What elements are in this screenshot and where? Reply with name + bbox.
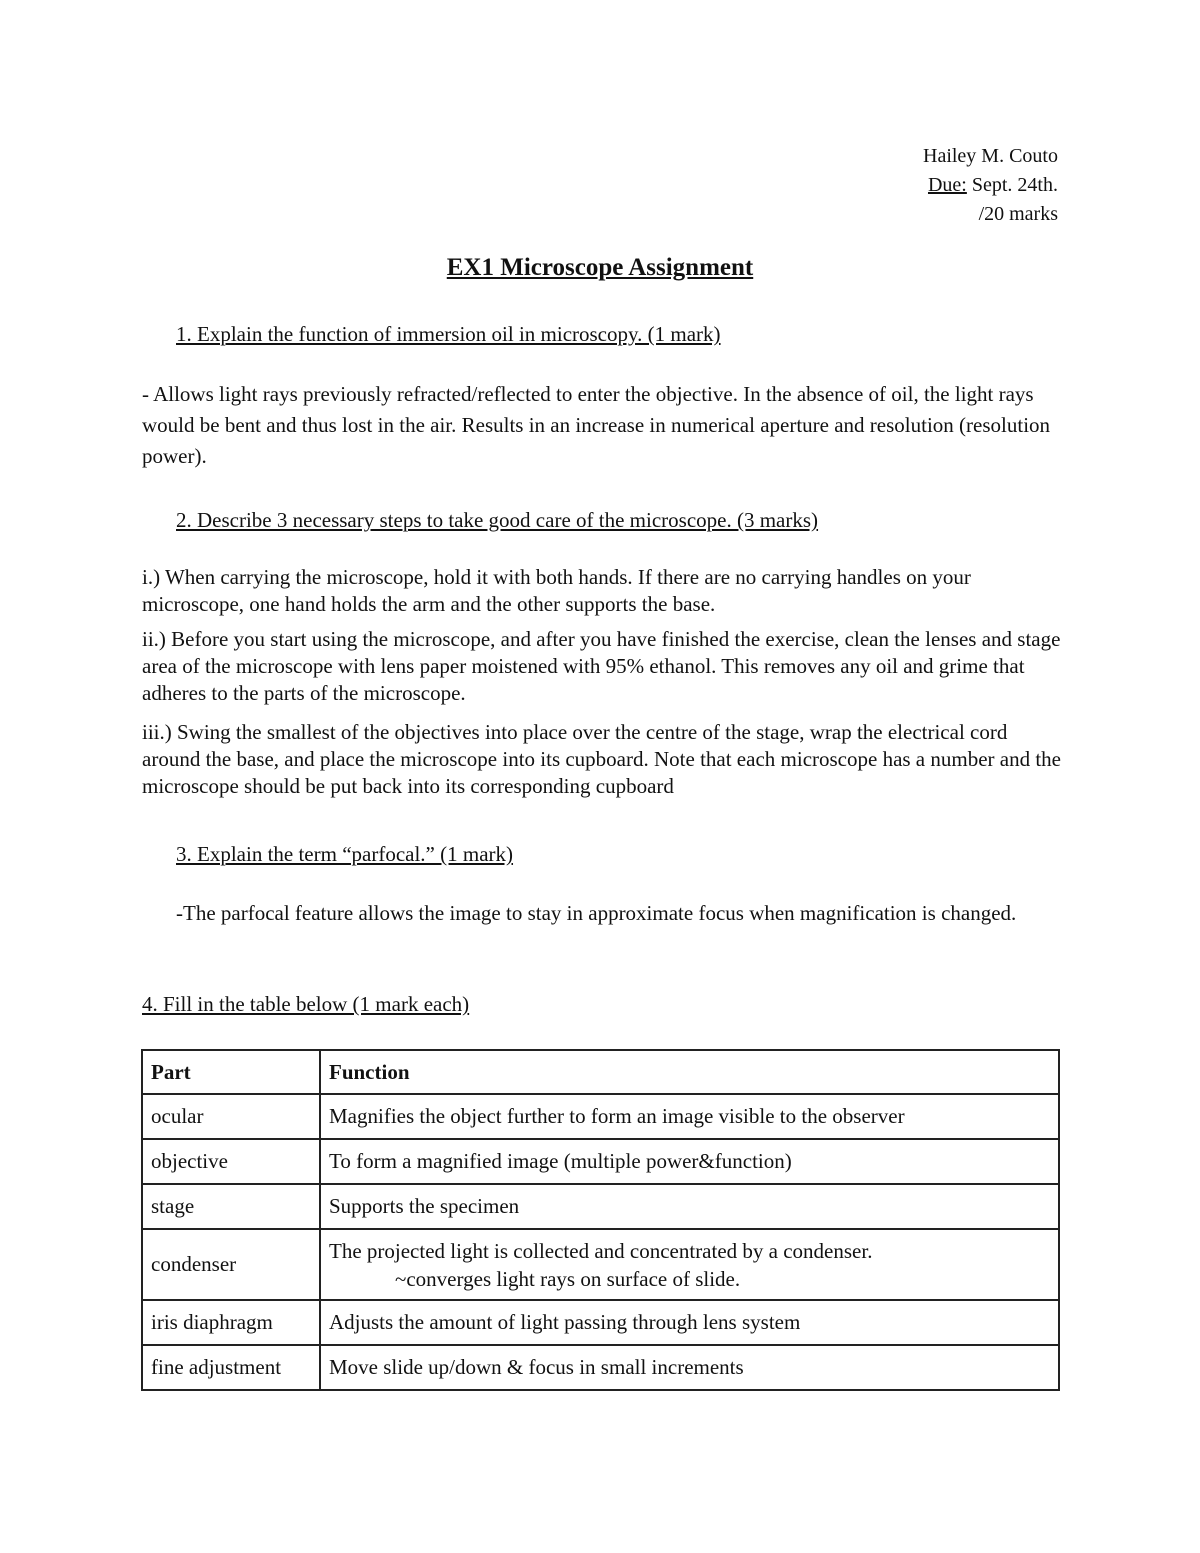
table-row [142,1094,1059,1139]
function-cell: Magnifies the object further to form an image visible to the observer [320,1094,1059,1139]
part-cell: condenser [142,1229,320,1300]
part-cell: iris diaphragm [142,1300,320,1345]
question-1: 1. Explain the function of immersion oil in microscopy. (1 mark) [176,322,721,346]
due-date-line [923,171,1058,200]
part-cell: fine adjustment [142,1345,320,1390]
step-1: i.) When carrying the microscope, hold it with both hands. If there are no carrying handles on your microscope, one hand holds the arm and the other supports the base. [142,565,971,616]
function-cell: To form a magnified image (multiple power&function) [320,1139,1059,1184]
table-row [142,1300,1059,1345]
header-part: Part [142,1050,320,1094]
table-row [142,1229,1059,1300]
function-line-2: ~converges light rays on surface of slide. [395,1266,741,1291]
table-row [142,1184,1059,1229]
header-function: Function [320,1050,1059,1094]
table-row [142,1345,1059,1390]
answer-3: -The parfocal feature allows the image to stay in approximate focus when magnification is changed. [176,901,1017,925]
question-4: 4. Fill in the table below (1 mark each) [142,992,470,1016]
function-cell: Adjusts the amount of light passing through lens system [320,1300,1059,1345]
step-3: iii.) Swing the smallest of the objectives into place over the centre of the stage, wrap the electrical cord around the base, and place the microscope into its cupboard. Note that each microscope has a number and the microscope should be put back into its corresponding cupboard [142,720,1062,798]
question-3: 3. Explain the term “parfocal.” (1 mark) [176,842,514,866]
answer-1: - Allows light rays previously refracted/reflected to enter the objective. In the absence of oil, the light rays would be bent and thus lost in the air. Results in an increase in numerical aperture and resolution (resolution power). [142,382,1051,468]
function-cell: Supports the specimen [320,1184,1059,1229]
function-cell [320,1229,1059,1300]
due-label: Due: [927,174,967,196]
part-cell: stage [142,1184,320,1229]
question-2: 2. Describe 3 necessary steps to take good care of the microscope. (3 marks) [176,508,819,532]
step-2: ii.) Before you start using the microscope, and after you have finished the exercise, clean the lenses and stage area of the microscope with lens paper moistened with 95% ethanol. This removes any oil and grime that adheres to the parts of the microscope. [142,627,1061,705]
header-block [923,142,1058,229]
part-cell: objective [142,1139,320,1184]
table-header-row [142,1050,1059,1094]
table-row [142,1139,1059,1184]
student-name: Hailey M. Couto [923,145,1058,167]
page-title: EX1 Microscope Assignment [446,254,754,281]
function-line-1: The projected light is collected and concentrated by a condenser. [329,1238,873,1263]
total-marks: /20 marks [978,203,1058,225]
parts-table [141,1049,1060,1391]
function-cell: Move slide up/down & focus in small increments [320,1345,1059,1390]
due-date: Sept. 24th. [966,174,1058,196]
part-cell: ocular [142,1094,320,1139]
